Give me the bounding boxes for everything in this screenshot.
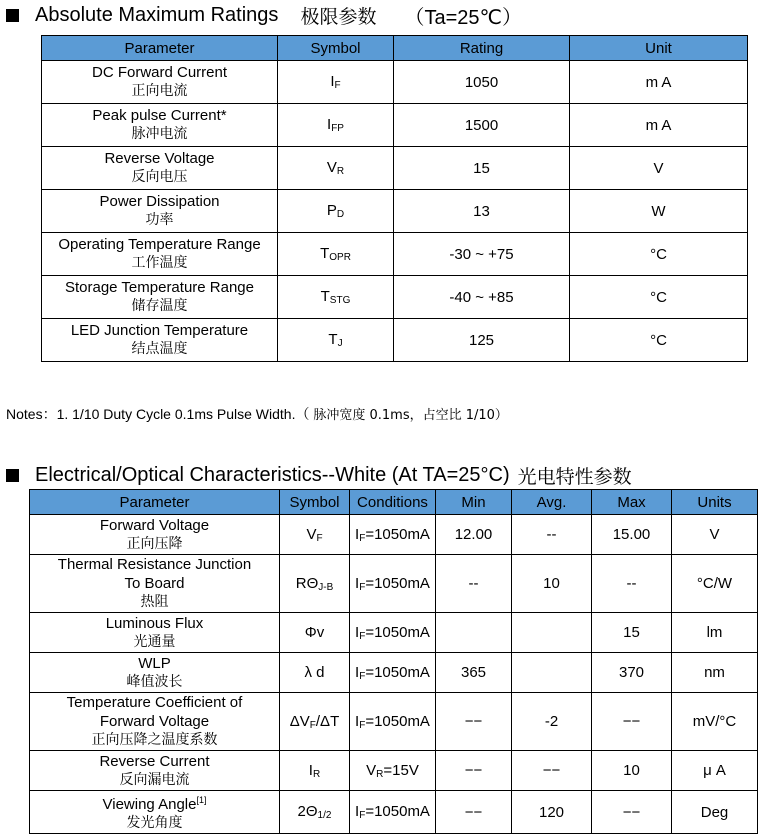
symbol-subscript: STG bbox=[329, 295, 351, 306]
parameter-cell bbox=[30, 653, 280, 693]
header-parameter: Parameter bbox=[30, 490, 280, 515]
conditions-cell bbox=[350, 515, 436, 555]
header-rating: Rating bbox=[394, 36, 570, 61]
condition-subscript: F bbox=[359, 719, 366, 731]
table-header-row bbox=[42, 36, 748, 61]
parameter-cell bbox=[42, 190, 278, 233]
avg-cell: 10 bbox=[512, 555, 592, 613]
symbol-cell bbox=[280, 791, 350, 834]
min-cell: -- bbox=[436, 555, 512, 613]
condition-symbol: V bbox=[366, 761, 377, 779]
unit-cell: m A bbox=[570, 104, 748, 147]
min-cell: −− bbox=[436, 751, 512, 791]
parameter-name: Forward Voltage bbox=[99, 516, 210, 534]
condition-value: =1050mA bbox=[365, 663, 430, 681]
symbol-main: P bbox=[326, 202, 337, 219]
parameter-name-cn: 反向漏电流 bbox=[119, 771, 190, 788]
notes bbox=[6, 404, 508, 424]
condition-symbol: I bbox=[355, 525, 360, 543]
symbol-cell bbox=[278, 104, 394, 147]
symbol-cell bbox=[278, 319, 394, 362]
parameter-name: DC Forward Current bbox=[91, 64, 228, 81]
parameter-name-cn: 功率 bbox=[145, 212, 174, 228]
header-avg: Avg. bbox=[512, 490, 592, 515]
symbol-main: I bbox=[327, 116, 332, 133]
parameter-name: Power Dissipation bbox=[99, 193, 220, 210]
table-row bbox=[42, 190, 748, 233]
symbol-subscript: OPR bbox=[329, 252, 351, 263]
unit-cell: nm bbox=[672, 653, 758, 693]
min-cell: 12.00 bbox=[436, 515, 512, 555]
table-row bbox=[30, 515, 758, 555]
parameter-cell bbox=[30, 613, 280, 653]
parameter-name-cn: 工作温度 bbox=[131, 255, 188, 271]
symbol-main: λ d bbox=[304, 664, 325, 681]
parameter-name: LED Junction Temperature bbox=[70, 322, 249, 339]
parameter-name-cn: 正向压降之温度系数 bbox=[91, 732, 218, 748]
table-row bbox=[42, 147, 748, 190]
symbol-cell bbox=[278, 147, 394, 190]
max-cell: 370 bbox=[592, 653, 672, 693]
rating-cell: 13 bbox=[394, 190, 570, 233]
symbol-cell bbox=[278, 233, 394, 276]
symbol-main: 2Θ bbox=[297, 803, 318, 820]
conditions-cell bbox=[350, 693, 436, 751]
parameter-name: Viewing Angle bbox=[102, 796, 197, 813]
unit-cell: °C/W bbox=[672, 555, 758, 613]
parameter-name-cn: 结点温度 bbox=[131, 341, 188, 357]
condition-symbol: I bbox=[355, 712, 360, 730]
parameter-cell bbox=[30, 751, 280, 791]
table-row bbox=[30, 555, 758, 613]
unit-cell: mV/°C bbox=[672, 693, 758, 751]
table-row bbox=[30, 653, 758, 693]
condition-subscript: F bbox=[359, 810, 366, 821]
unit-cell: V bbox=[570, 147, 748, 190]
parameter-cell bbox=[42, 104, 278, 147]
unit-cell: W bbox=[570, 190, 748, 233]
condition-symbol: I bbox=[355, 574, 360, 592]
symbol-subscript: J bbox=[337, 338, 343, 349]
unit-cell: m A bbox=[570, 61, 748, 104]
table-row bbox=[30, 693, 758, 751]
electrical-optical-table bbox=[29, 489, 758, 834]
condition-subscript: F bbox=[359, 581, 366, 593]
parameter-cell bbox=[42, 276, 278, 319]
section-title-text: Electrical/Optical Characteristics--White (At TA=25°C) bbox=[35, 464, 510, 486]
parameter-cell bbox=[42, 233, 278, 276]
table-row bbox=[30, 751, 758, 791]
header-symbol: Symbol bbox=[280, 490, 350, 515]
symbol-main: RΘ bbox=[295, 574, 319, 592]
notes-text-cn: 脉冲宽度 0.1ms，占空比 1/10） bbox=[313, 408, 508, 423]
condition-value: =1050mA bbox=[365, 525, 430, 543]
conditions-cell bbox=[350, 555, 436, 613]
header-min: Min bbox=[436, 490, 512, 515]
parameter-name: Storage Temperature Range bbox=[64, 279, 254, 296]
parameter-name-cn: 热阻 bbox=[140, 594, 169, 610]
condition-symbol: I bbox=[355, 663, 360, 681]
absolute-max-ratings-table bbox=[41, 35, 748, 362]
parameter-name: Reverse Current bbox=[99, 752, 210, 770]
parameter-name: Thermal Resistance Junction bbox=[57, 556, 252, 573]
symbol-main: V bbox=[306, 525, 317, 543]
condition-subscript: R bbox=[376, 768, 384, 780]
parameter-cell bbox=[30, 515, 280, 555]
parameter-name-cn: 储存温度 bbox=[131, 298, 188, 314]
symbol-rest: /ΔT bbox=[315, 712, 340, 730]
table-row bbox=[42, 61, 748, 104]
symbol-cell bbox=[280, 653, 350, 693]
symbol-subscript: 1/2 bbox=[317, 810, 332, 821]
parameter-name-cn: 脉冲电流 bbox=[131, 126, 188, 142]
rating-cell: 125 bbox=[394, 319, 570, 362]
parameter-name: WLP bbox=[138, 654, 171, 672]
avg-cell: -2 bbox=[512, 693, 592, 751]
symbol-main: T bbox=[320, 288, 330, 305]
conditions-cell bbox=[350, 751, 436, 791]
symbol-subscript: D bbox=[336, 209, 345, 220]
symbol-cell bbox=[280, 693, 350, 751]
table-row bbox=[42, 319, 748, 362]
max-cell: −− bbox=[592, 791, 672, 834]
rating-cell: 1500 bbox=[394, 104, 570, 147]
parameter-cell bbox=[30, 791, 280, 834]
section-title-cn: 极限参数 bbox=[300, 6, 377, 28]
parameter-name-line2: To Board bbox=[124, 575, 185, 592]
condition-value: =1050mA bbox=[365, 623, 430, 641]
symbol-main: Φv bbox=[304, 624, 325, 641]
conditions-cell bbox=[350, 613, 436, 653]
table-row bbox=[30, 791, 758, 834]
header-max: Max bbox=[592, 490, 672, 515]
section-title-absolute-max bbox=[6, 1, 522, 30]
header-unit: Unit bbox=[570, 36, 748, 61]
avg-cell bbox=[512, 613, 592, 653]
min-cell: 365 bbox=[436, 653, 512, 693]
min-cell: −− bbox=[436, 791, 512, 834]
min-cell: −− bbox=[436, 693, 512, 751]
symbol-cell bbox=[278, 190, 394, 233]
condition-subscript: F bbox=[359, 532, 366, 544]
unit-cell: Deg bbox=[672, 791, 758, 834]
symbol-cell bbox=[280, 555, 350, 613]
parameter-cell bbox=[42, 147, 278, 190]
header-conditions: Conditions bbox=[350, 490, 436, 515]
parameter-name-cn: 峰值波长 bbox=[126, 673, 183, 690]
condition-symbol: I bbox=[355, 803, 360, 820]
unit-cell: μ A bbox=[672, 751, 758, 791]
parameter-cell bbox=[30, 555, 280, 613]
footnote-marker: [1] bbox=[196, 795, 207, 805]
symbol-cell bbox=[278, 61, 394, 104]
rating-cell: 1050 bbox=[394, 61, 570, 104]
header-symbol: Symbol bbox=[278, 36, 394, 61]
unit-cell: V bbox=[672, 515, 758, 555]
avg-cell bbox=[512, 653, 592, 693]
max-cell: 10 bbox=[592, 751, 672, 791]
notes-label: Notes： bbox=[6, 406, 57, 422]
condition-value: =1050mA bbox=[365, 574, 430, 592]
section-title-cn: 光电特性参数 bbox=[517, 466, 632, 488]
parameter-name: Temperature Coefficient of bbox=[66, 694, 243, 711]
max-cell: 15 bbox=[592, 613, 672, 653]
section-title-text: Absolute Maximum Ratings bbox=[35, 4, 279, 26]
notes-text: 1. 1/10 Duty Cycle 0.1ms Pulse Width.（ bbox=[56, 406, 314, 422]
symbol-main: I bbox=[308, 761, 313, 779]
unit-cell: °C bbox=[570, 233, 748, 276]
header-parameter: Parameter bbox=[42, 36, 278, 61]
table-row bbox=[30, 613, 758, 653]
parameter-name-cn: 光通量 bbox=[133, 633, 176, 650]
symbol-subscript: F bbox=[334, 80, 341, 91]
conditions-cell bbox=[350, 653, 436, 693]
square-bullet-icon bbox=[6, 469, 19, 482]
symbol-subscript: FP bbox=[331, 123, 344, 134]
symbol-subscript: R bbox=[312, 768, 321, 780]
parameter-name-line2: Forward Voltage bbox=[99, 713, 210, 730]
condition-symbol: I bbox=[355, 623, 360, 641]
parameter-cell bbox=[42, 61, 278, 104]
avg-cell: 120 bbox=[512, 791, 592, 834]
condition-value: =1050mA bbox=[365, 803, 430, 820]
section-title-electrical bbox=[6, 462, 632, 489]
table-row bbox=[42, 233, 748, 276]
condition-value: =15V bbox=[383, 761, 419, 779]
unit-cell: °C bbox=[570, 319, 748, 362]
symbol-subscript: R bbox=[336, 166, 345, 177]
conditions-cell bbox=[350, 791, 436, 834]
rating-cell: 15 bbox=[394, 147, 570, 190]
parameter-cell bbox=[42, 319, 278, 362]
symbol-main: T bbox=[320, 245, 330, 262]
parameter-name-cn: 发光角度 bbox=[126, 815, 183, 831]
rating-cell: -40 ~ +85 bbox=[394, 276, 570, 319]
parameter-name-cn: 正向电流 bbox=[131, 83, 188, 99]
condition-value: =1050mA bbox=[365, 712, 430, 730]
symbol-cell bbox=[280, 613, 350, 653]
symbol-cell bbox=[278, 276, 394, 319]
symbol-subscript: F bbox=[309, 719, 316, 731]
parameter-name-cn: 反向电压 bbox=[131, 169, 188, 185]
symbol-main: T bbox=[328, 331, 338, 348]
section-title-suffix: （Ta=25℃） bbox=[404, 7, 522, 29]
parameter-cell bbox=[30, 693, 280, 751]
avg-cell: −− bbox=[512, 751, 592, 791]
header-units: Units bbox=[672, 490, 758, 515]
symbol-subscript: J-B bbox=[318, 581, 334, 593]
max-cell: 15.00 bbox=[592, 515, 672, 555]
parameter-name: Luminous Flux bbox=[105, 614, 204, 632]
table-row bbox=[42, 276, 748, 319]
max-cell: -- bbox=[592, 555, 672, 613]
symbol-main: ΔV bbox=[289, 712, 310, 730]
table-row bbox=[42, 104, 748, 147]
parameter-name: Reverse Voltage bbox=[104, 150, 215, 167]
unit-cell: °C bbox=[570, 276, 748, 319]
min-cell bbox=[436, 613, 512, 653]
symbol-cell bbox=[280, 515, 350, 555]
symbol-main: V bbox=[326, 159, 337, 176]
parameter-name: Peak pulse Current* bbox=[92, 107, 227, 124]
parameter-name-cn: 正向压降 bbox=[126, 535, 183, 552]
square-bullet-icon bbox=[6, 9, 19, 22]
table-header-row bbox=[30, 490, 758, 515]
max-cell: −− bbox=[592, 693, 672, 751]
unit-cell: lm bbox=[672, 613, 758, 653]
symbol-subscript: F bbox=[316, 532, 323, 544]
symbol-cell bbox=[280, 751, 350, 791]
condition-subscript: F bbox=[359, 670, 366, 682]
symbol-main: I bbox=[330, 73, 335, 90]
condition-subscript: F bbox=[359, 630, 366, 642]
avg-cell: -- bbox=[512, 515, 592, 555]
rating-cell: -30 ~ +75 bbox=[394, 233, 570, 276]
parameter-name: Operating Temperature Range bbox=[58, 236, 261, 253]
